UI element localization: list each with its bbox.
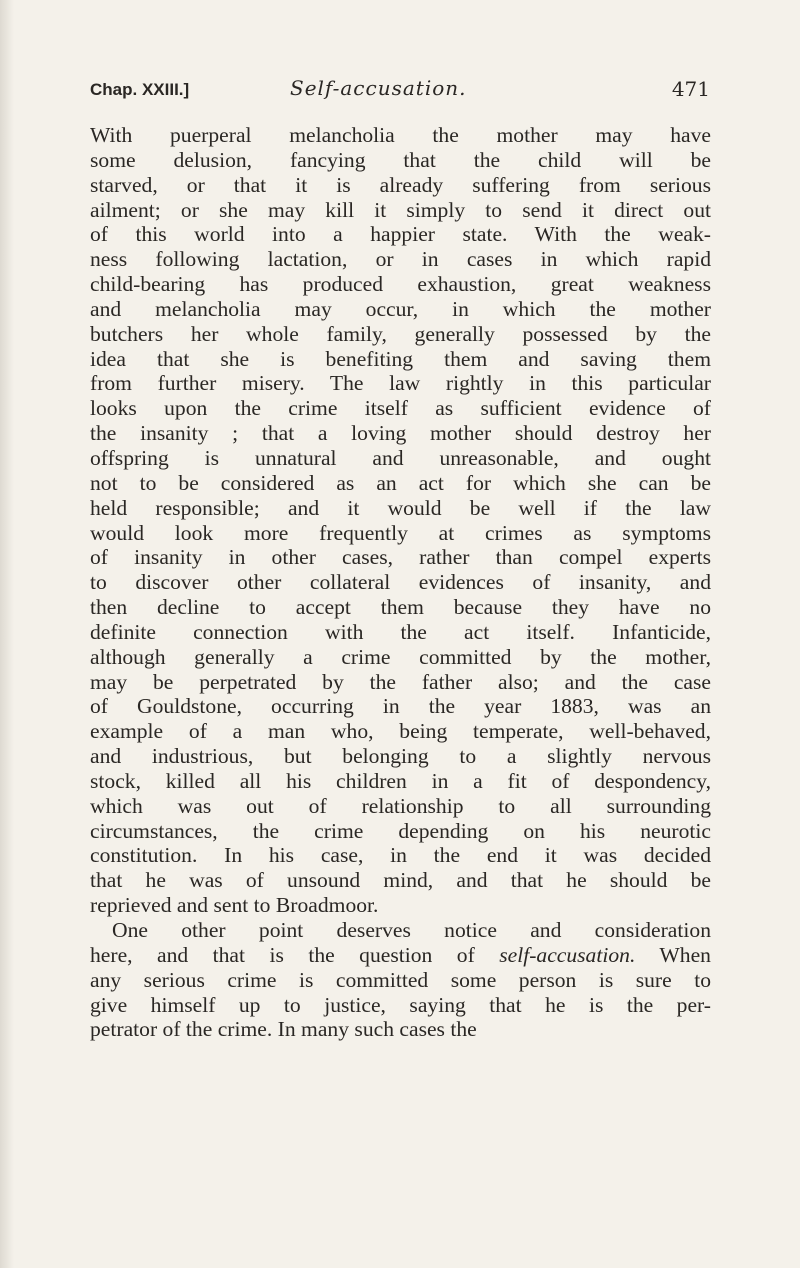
text-line: child-bearing has produced exhaustion, great weakness [90,272,711,297]
text-line: ness following lactation, or in cases in which rapid [90,247,711,272]
text-line: from further misery. The law rightly in this particular [90,371,711,396]
text-line [90,943,711,968]
text-line: stock, killed all his children in a fit of despondency, [90,768,711,793]
paragraph-1 [90,123,711,918]
text-line: One other point deserves notice and consideration [112,918,711,942]
text-line: butchers her whole family, generally possessed by the [90,321,711,346]
text-line: definite connection with the act itself. Infanticide, [90,619,711,644]
text-line: then decline to accept them because they have no [90,595,711,620]
text-line: idea that she is benefiting them and saving them [90,346,711,371]
text-line: would look more frequently at crimes as symptoms [90,520,711,545]
text-line: some delusion, fancying that the child will be [90,147,711,172]
text-line: offspring is unnatural and unreasonable, and ought [90,445,711,470]
chapter-reference: Chap. XXIII.] [90,80,190,99]
paragraph-2-rest [90,968,711,1043]
text-line: petrator of the crime. In many such cases the [90,1017,477,1042]
text-line: and industrious, but belonging to a slightly nervous [90,744,711,769]
text-line: give himself up to justice, saying that he is the per- [90,992,711,1017]
page-number: 471 [671,77,710,101]
text-line: although generally a crime committed by the mother, [90,644,711,669]
emphasized-term: self-accusation. [499,942,636,967]
running-title: Self-accusation. [290,76,467,100]
text-line: and melancholia may occur, in which the mother [90,296,711,321]
text-line: not to be considered as an act for which she can be [90,470,711,495]
binding-shadow [0,0,14,1268]
paragraph-2 [90,918,711,1042]
text-line: of insanity in other cases, rather than compel experts [90,545,711,570]
running-head [90,74,710,110]
text-line: circumstances, the crime depending on his neurotic [90,818,711,843]
text-line: to discover other collateral evidences of insanity, and [90,570,711,595]
text-line: the insanity ; that a loving mother should destroy her [90,421,711,446]
text-line: of this world into a happier state. With the weak- [90,222,711,247]
text-line: held responsible; and it would be well if the law [90,495,711,520]
text-line: With puerperal melancholia the mother may have [90,123,711,147]
text-segment: When [635,942,711,967]
text-line: may be perpetrated by the father also; and the case [90,669,711,694]
text-line: ailment; or she may kill it simply to send it direct out [90,197,711,222]
text-line: that he was of unsound mind, and that he should be [90,868,711,893]
text-line: of Gouldstone, occurring in the year 1883, was an [90,694,711,719]
body-text [90,123,711,1042]
text-line: starved, or that it is already suffering from serious [90,172,711,197]
text-line: example of a man who, being temperate, well-behaved, [90,719,711,744]
text-line: any serious crime is committed some person is sure to [90,967,711,992]
text-line: looks upon the crime itself as sufficient evidence of [90,396,711,421]
text-line: reprieved and sent to Broadmoor. [90,893,379,918]
text-line: which was out of relationship to all surrounding [90,793,711,818]
text-line: constitution. In his case, in the end it was decided [90,843,711,868]
text-segment: here, and that is the question of [90,942,500,967]
